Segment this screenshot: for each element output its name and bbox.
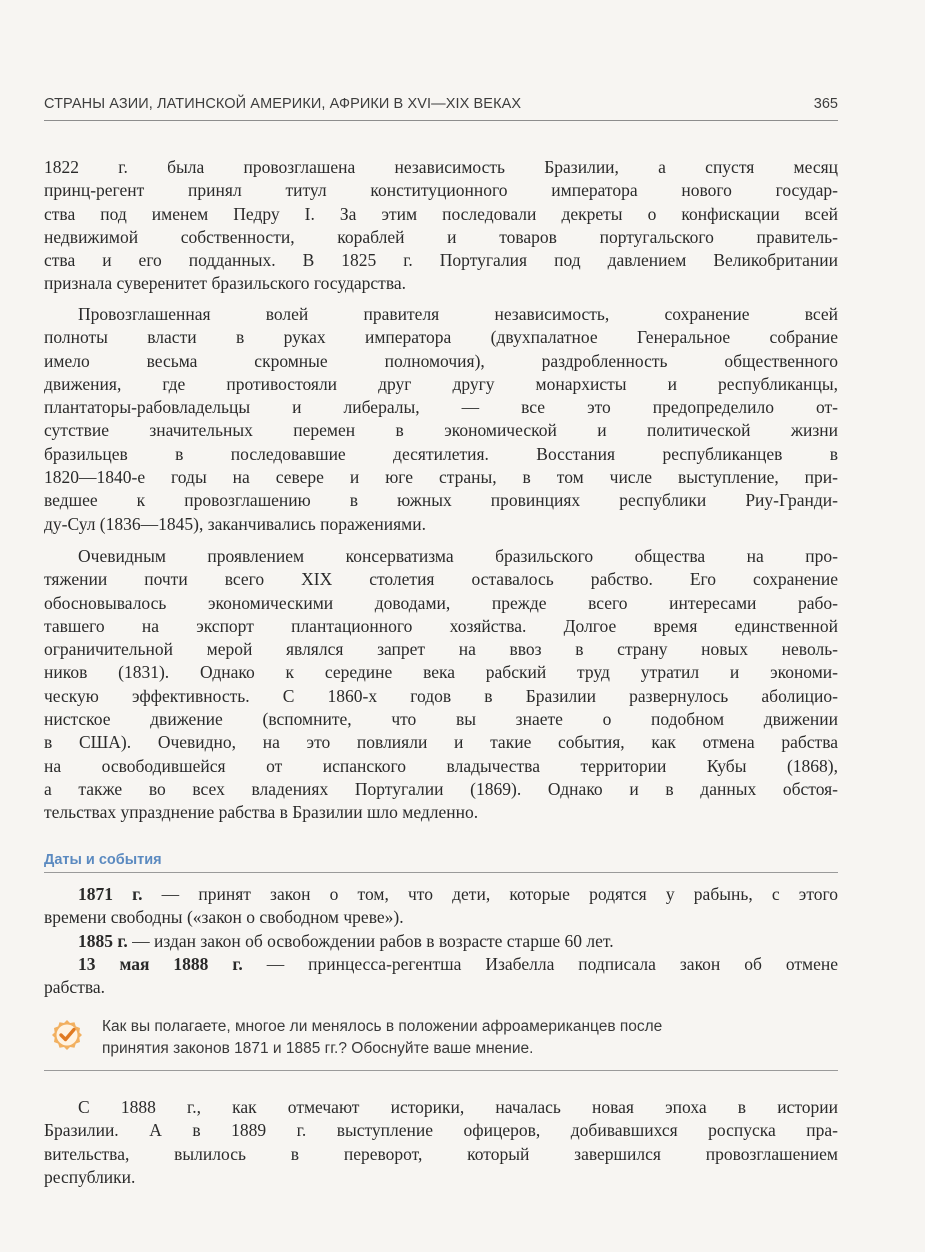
text-line: плантаторы-рабовладельцы и либералы, — все это предопределило от- xyxy=(44,397,838,418)
paragraph-1 xyxy=(44,156,838,296)
date-entry-continuation: рабства. xyxy=(44,977,106,998)
text-line: тельствах упразднение рабства в Бразилии шло медленно. xyxy=(44,802,479,823)
question-box xyxy=(44,1014,838,1071)
text-line: в США). Очевидно, на это повлияли и такие события, как отмена рабства xyxy=(44,732,838,753)
text-line: тавшего на экспорт плантационного хозяйства. Долгое время единственной xyxy=(44,615,838,636)
text-line: вительства, вылилось в переворот, который завершился провозглашением xyxy=(44,1143,838,1164)
date-entry xyxy=(44,953,838,976)
text-line: ду-Сул (1836—1845), заканчивались поражениями. xyxy=(44,513,426,534)
dates-list xyxy=(44,883,838,999)
dates-section-title: Даты и события xyxy=(44,852,168,868)
text-line: на освободившейся от испанского владычества территории Кубы (1868), xyxy=(44,755,838,776)
date-entry xyxy=(44,930,838,953)
text-line: республики. xyxy=(44,1166,136,1187)
text-line: имело весьма скромные полномочия), раздробленность общественного xyxy=(44,350,838,371)
text-line: ческую эффективность. С 1860-х годов в Бразилии развернулось аболицио- xyxy=(44,685,838,706)
running-header-title: СТРАНЫ АЗИИ, ЛАТИНСКОЙ АМЕРИКИ, АФРИКИ В XVI—XIX ВЕКАХ xyxy=(44,96,522,112)
text-line: С 1888 г., как отмечают историки, началась новая эпоха в истории xyxy=(78,1097,838,1117)
dates-section-header xyxy=(44,852,838,873)
date-entry xyxy=(44,883,838,906)
date-text: — принят закон о том, что дети, которые родятся у рабынь, с этого xyxy=(142,884,838,904)
text-line: ведшее к провозглашению в южных провинциях республики Риу-Гранди- xyxy=(44,490,838,511)
text-line: нистское движение (вспомните, что вы знаете о подобном движении xyxy=(44,709,838,730)
text-line: ограничительной мерой являлся запрет на ввоз в страну новых неволь- xyxy=(44,639,838,660)
text-line: признала суверенитет бразильского государства. xyxy=(44,273,406,294)
text-line: Очевидным проявлением консерватизма бразильского общества на про- xyxy=(78,546,838,566)
question-line: Как вы полагаете, многое ли менялось в положении афроамериканцев после xyxy=(102,1018,663,1035)
text-line: ников (1831). Однако к середине века рабский труд утратил и экономи- xyxy=(44,662,838,683)
date-text: — принцесса-регентша Изабелла подписала закон об отмене xyxy=(242,953,838,974)
page-number: 365 xyxy=(813,96,838,112)
text-line: принц-регент принял титул конституционного императора нового государ- xyxy=(44,180,838,201)
text-line: недвижимой собственности, кораблей и товаров португальского правитель- xyxy=(44,226,838,247)
date-text: — издан закон об освобождении рабов в возрасте старше 60 лет. xyxy=(127,930,614,951)
text-line: бразильцев в последовавшие десятилетия. Восстания республиканцев в xyxy=(44,443,838,464)
closing-paragraph xyxy=(44,1096,838,1189)
paragraph-3 xyxy=(44,545,838,825)
question-text xyxy=(102,1016,838,1059)
text-line: ства и его подданных. В 1825 г. Португалия под давлением Великобритании xyxy=(44,250,838,271)
running-header xyxy=(44,96,838,121)
paragraph-2 xyxy=(44,303,838,536)
text-line: сутствие значительных перемен в экономической и политической жизни xyxy=(44,420,838,441)
text-line: 1820—1840-е годы на севере и юге страны, в том числе выступление, при- xyxy=(44,467,838,488)
date-label: 13 мая 1888 г. xyxy=(78,953,243,974)
date-entry-continuation: времени свободны («закон о свободном чреве»). xyxy=(44,907,404,928)
text-line: 1822 г. была провозглашена независимость Бразилии, а спустя месяц xyxy=(44,157,838,177)
date-label: 1871 г. xyxy=(78,884,143,904)
checkmark-badge-icon xyxy=(50,1018,84,1052)
date-label: 1885 г. xyxy=(78,930,128,951)
text-line: полноты власти в руках императора (двухпалатное Генеральное собрание xyxy=(44,327,838,348)
text-line: движения, где противостояли друг другу монархисты и республиканцы, xyxy=(44,373,838,394)
text-line: Провозглашенная волей правителя независимость, сохранение всей xyxy=(78,304,838,324)
text-line: Бразилии. А в 1889 г. выступление офицеров, добивавшихся роспуска пра- xyxy=(44,1120,838,1141)
text-line: обосновывалось экономическими доводами, прежде всего интересами рабо- xyxy=(44,592,838,613)
question-line: принятия законов 1871 и 1885 гг.? Обоснуйте ваше мнение. xyxy=(102,1039,534,1057)
text-line: ства под именем Педру I. За этим последовали декреты о конфискации всей xyxy=(44,203,838,224)
text-line: тяжении почти всего XIX столетия оставалось рабство. Его сохранение xyxy=(44,569,838,590)
text-line: а также во всех владениях Португалии (1869). Однако и в данных обстоя- xyxy=(44,778,838,799)
